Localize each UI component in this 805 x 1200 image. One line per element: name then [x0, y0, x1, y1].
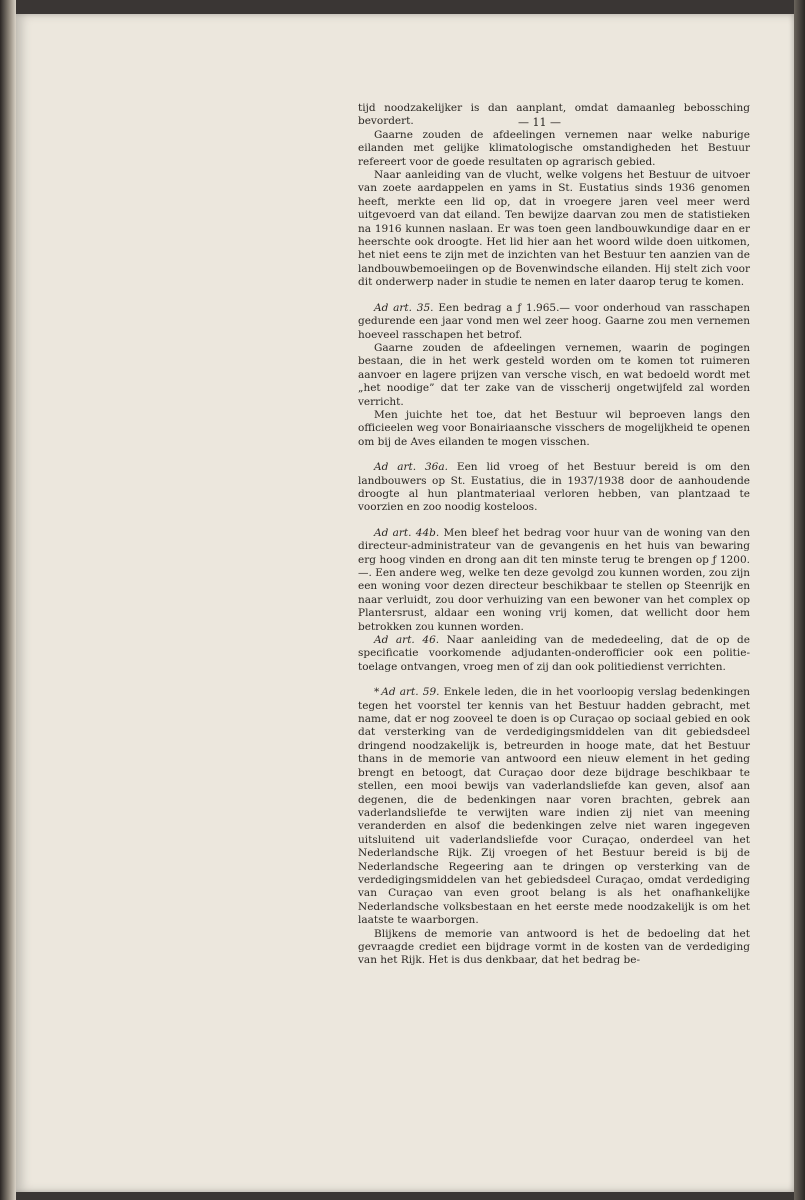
paragraph: Gaarne zouden de afdeelingen vernemen, waarin de pogingen bestaan, die in het werk gesteld worden om te komen tot ruimeren aanvoer en lagere prijzen van versche visch, en wat bedoeld wordt met „het noodige” dat ter zake van de visscherij ongetwijfeld zal worden verricht.: [358, 341, 750, 408]
text-column: [358, 102, 750, 968]
binding-edge-left: [0, 0, 16, 1200]
article-reference: Ad art. 46.: [374, 634, 440, 647]
article-reference: Ad art. 59.: [381, 686, 440, 699]
paragraph-article-35: Ad art. 35. Een bedrag a ƒ 1.965.— voor onderhoud van rasschapen gedurende een jaar vond men wel zeer hoog. Gaarne zou men vernemen hoeveel rasschapen het betrof.: [358, 301, 751, 341]
paragraph: tijd noodzakelijker is dan aanplant, omdat damaanleg bebossching bevordert.: [358, 102, 750, 128]
paragraph-article-46: Ad art. 46. Naar aanleiding van de mededeeling, dat de op de specificatie voorkomende adjudanten-onderofficier ook een politie-toelage ontvangen, vroeg men of zij dan ook politiedienst verrichten.: [358, 634, 750, 673]
article-reference: Ad art. 35.: [374, 301, 434, 314]
spacer: [358, 290, 750, 302]
article-reference: Ad art. 44b.: [374, 526, 440, 539]
article-reference: Ad art. 36a.: [374, 461, 448, 474]
page-number: — 11 —: [518, 116, 561, 129]
spacer: [358, 515, 750, 527]
paragraph-article-44b: Ad art. 44b. Men bleef het bedrag voor huur van de woning van den directeur-administrateur van de gevangenis en het huis van bewaring erg hoog vinden en drong aan dit ten minste terug te brengen op ƒ 1200.—. Een andere weg, welke ten deze gevolgd zou kunnen worden, zou zijn een woning voor dezen directeur beschikbaar te stellen op Steenrijk en naar verluidt, zou door verhuizing van een bewoner van het complex op Plantersrust, aldaar een woning vrij komen, dat wellicht door hem betrokken zou kunnen worden.: [358, 526, 750, 633]
document-page: [16, 14, 794, 1192]
paragraph: Gaarne zouden de afdeelingen vernemen naar welke naburige eilanden met gelijke klimatologische omstandigheden het Bestuur refereert voor de goede resultaten op agrarisch gebied.: [358, 128, 750, 168]
asterisk-mark: *: [374, 686, 380, 699]
paragraph: Blijkens de memorie van antwoord is het de bedoeling dat het gevraagde crediet een bijdrage vormt in de kosten van de verdediging van het Rijk. Het is dus denkbaar, dat het bedrag be-: [358, 927, 750, 967]
paragraph: Men juichte het toe, dat het Bestuur wil beproeven langs den officieelen weg voor Bonairiaansche visschers de mogelijkheid te openen om bij de Aves eilanden te mogen visschen.: [358, 408, 750, 448]
paragraph-article-36a: Ad art. 36a. Een lid vroeg of het Bestuur bereid is om den landbouwers op St. Eustatius, die in 1937/1938 door de aanhoudende droogte al hun plantmateriaal verloren hebben, van plantzaad te voorzien en zoo noodig kosteloos.: [358, 461, 750, 514]
binding-edge-right: [794, 0, 805, 1200]
spacer: [358, 674, 750, 686]
spacer: [358, 449, 750, 461]
paragraph-article-59: * Ad art. 59. Enkele leden, die in het voorloopig verslag bedenkingen tegen het voorstel ter kennis van het Bestuur hadden gebracht, met name, dat er nog zooveel te doen is op Curaçao op sociaal gebied en ook dat versterking van de verdedigingsmiddelen van dit gebiedsdeel dringend noodzakelijk is, betreurden in hooge mate, dat het Bestuur thans in de memorie van antwoord een nieuw element in het geding brengt en betoogt, dat Curaçao door deze bijdrage beschikbaar te stellen, een mooi bewijs van vaderlandsliefde kan geven, alsof aan degenen, die de bedenkingen naar voren brachten, gebrek aan vaderlandsliefde te verwijten ware indien zij niet van meening veranderden en alsof die bedenkingen zelve niet waren ingegeven uitsluitend uit vaderlandsliefde voor Curaçao, onderdeel van het Nederlandsche Rijk. Zij vroegen of het Bestuur bereid is bij de Nederlandsche Regeering aan te dringen op versterking van de verdedigingsmiddelen van het gebiedsdeel Curaçao, omdat verdediging van Curaçao van even groot belang is als het onafhankelijke Nederlandsche volksbestaan en het eerste mede noodzakelijk is om het laatste te waarborgen.: [358, 686, 751, 927]
paragraph: Naar aanleiding van de vlucht, welke volgens het Bestuur de uitvoer van zoete aardappelen en yams in St. Eustatius sinds 1936 genomen heeft, merkte een lid op, dat in vroegere jaren veel meer werd uitgevoerd van dat eiland. Ten bewijze daarvan zou men de statistieken na 1916 kunnen naslaan. Er was toen geen landbouwkundige daar en er heerschte ook droogte. Het lid hier aan het woord wilde doen uitkomen, het niet eens te zijn met de inzichten van het Bestuur ten aanzien van de landbouwbemoeiingen op de Bovenwindsche eilanden. Hij stelt zich voor dit onderwerp nader in studie te nemen en later daarop terug te komen.: [358, 169, 750, 289]
